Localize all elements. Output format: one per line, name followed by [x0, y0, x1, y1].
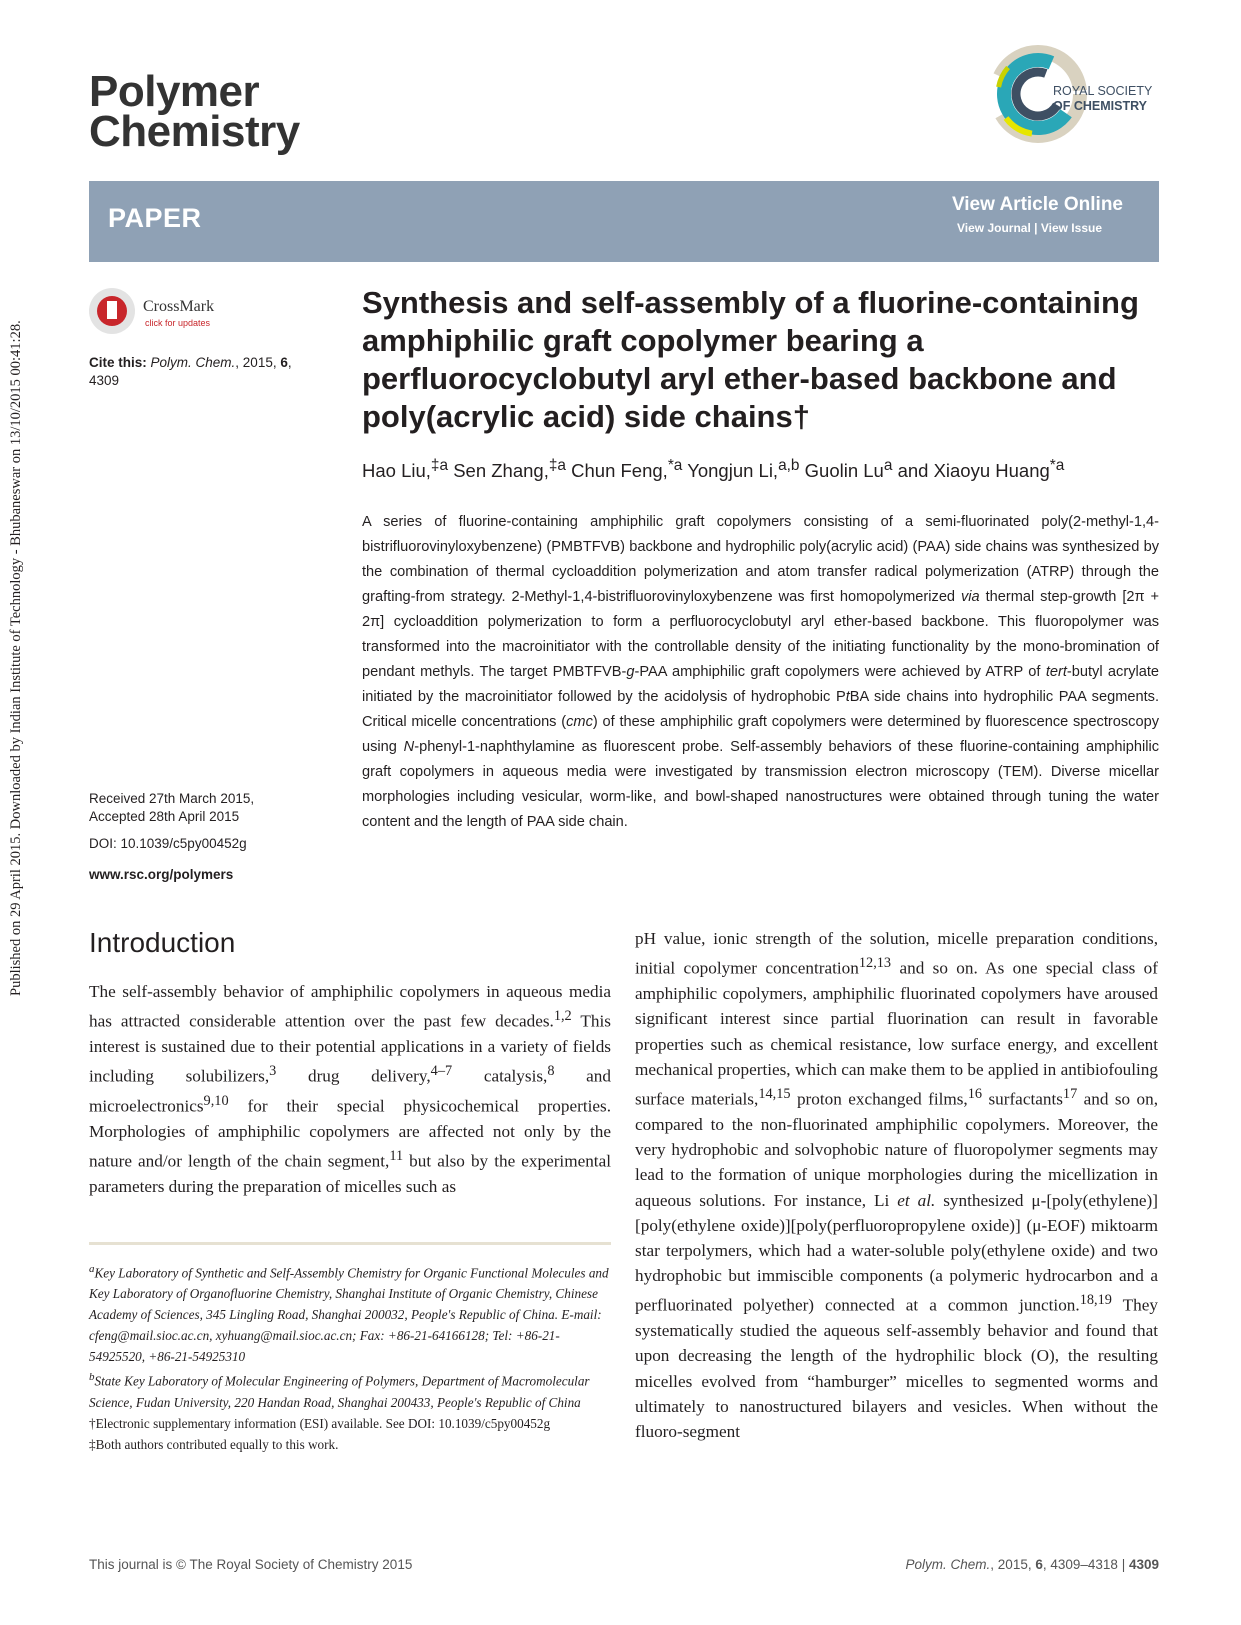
body-text: but also by the experimental parameters during the preparation of micelles such as [89, 1152, 611, 1197]
body-italic: et al. [897, 1190, 936, 1210]
cite-year: , 2015, [235, 355, 281, 370]
affiliation-b [89, 1367, 611, 1412]
abstract-italic: via [960, 589, 980, 605]
link-separator: | [1034, 221, 1038, 235]
author: and Xiaoyu Huang [897, 460, 1050, 482]
intro-right-column [635, 926, 1158, 1444]
abstract-italic: t [845, 689, 850, 705]
article-title: Synthesis and self-assembly of a fluorine-containing amphiphilic graft copolymer bearing a perfluorocyclobutyl aryl ether-based backbone and poly(acrylic acid) side chains† [362, 285, 1139, 434]
author: Hao Liu, [362, 460, 431, 482]
body-text: catalysis, [452, 1067, 548, 1087]
reference-link[interactable]: 17 [1062, 1085, 1078, 1102]
abstract-text: -PAA amphiphilic graft copolymers were achieved by ATRP of [634, 664, 1046, 680]
abstract-italic: cmc [566, 714, 593, 730]
cite-prefix: Cite this: [89, 355, 151, 370]
view-journal-link[interactable]: View Journal [956, 221, 1031, 235]
author-affiliation: *a [1049, 457, 1065, 474]
footnote-divider [89, 1242, 611, 1245]
body-text: pH value, ionic strength of the solution, micelle preparation conditions, initial copolymer concentration [635, 929, 1158, 978]
body-text: surfactants [982, 1089, 1063, 1109]
abstract-text: A series of fluorine-containing amphiphilic graft copolymers consisting of a semi-fluorinated poly(2-methyl-1,4-bistrifluorovinyloxybenzene) (PMBTFVB) backbone and hydrophilic poly(acrylic acid) (PAA) side chains was synthesized by the combination of thermal cycloaddition polymerization and atom transfer radical polymerization (ATRP) through the grafting-from strategy. 2-Methyl-1,4-bistrifluorovinyloxybenzene was first homopolymerized [362, 514, 1159, 605]
cite-journal: Polym. Chem. [150, 355, 236, 370]
article-banner [89, 181, 1159, 262]
footer-volume: 6 [1035, 1557, 1043, 1572]
body-text: synthesized μ-[poly(ethylene)][poly(ethylene oxide)][poly(perfluoropropylene oxide)] (μ-EOF) miktoarm star terpolymers, which had a water-soluble poly(ethylene oxide) and two hydrophobic but immiscible components (a polymeric hydrocarbon and a perfluorinated polyether) connected at a common junction. [635, 1190, 1158, 1316]
affiliation-mark: b [89, 1371, 95, 1384]
footer-pages: , 4309–4318 [1042, 1557, 1118, 1572]
rsc-line2: OF CHEMISTRY [1053, 99, 1147, 113]
footer-year: , 2015, [990, 1557, 1036, 1572]
author-affiliation: ‡a [548, 457, 566, 474]
body-text: and microelectronics [89, 1067, 611, 1117]
section-heading: Introduction [89, 927, 236, 958]
reference-link[interactable]: 16 [967, 1085, 983, 1102]
footnotes [89, 1259, 611, 1455]
abstract [362, 510, 1159, 835]
author-affiliation: *a [667, 457, 683, 474]
footer-copyright: This journal is © The Royal Society of Chemistry 2015 [89, 1557, 413, 1572]
reference-link[interactable]: 8 [547, 1063, 555, 1080]
abstract-text: -butyl acrylate initiated by the macroinitiator followed by the acidolysis of hydrophobic P [362, 664, 1160, 705]
abstract-italic: g [626, 664, 635, 680]
journal-title-line1: Polymer [89, 67, 260, 116]
citation [89, 354, 329, 390]
view-issue-link[interactable]: View Issue [1040, 221, 1102, 235]
author-affiliation: a [883, 457, 893, 474]
footer-journal: Polym. Chem. [905, 1557, 991, 1572]
body-text: proton exchanged films, [790, 1089, 968, 1109]
abstract-text: BA side chains into hydrophilic PAA segments. Critical micelle concentrations ( [362, 689, 1159, 730]
banner-links [957, 221, 1102, 235]
author-affiliation: a,b [778, 457, 800, 474]
reference-link[interactable]: 14,15 [758, 1085, 791, 1102]
abstract-text: thermal step-growth [2π + 2π] cycloaddition polymerization to form a perfluorocyclobutyl aryl ether-based backbone. This fluoropolymer was transformed into the macroinitiator with the controllable density of the initiating functionality by the mono-bromination of pendant methyls. The target PMBTFVB- [362, 589, 1160, 680]
author: Chun Feng, [571, 460, 668, 482]
author-affiliation: ‡a [430, 457, 449, 474]
affiliation-text: State Key Laboratory of Molecular Engineering of Polymers, Department of Macromolecular Science, Fudan University, 220 Handan Road, Shanghai 200433, People's Republic of China [89, 1373, 590, 1410]
body-text: and so on. As one special class of amphiphilic copolymers, amphiphilic fluorinated copolymers have aroused significant interest since partial fluorination can result in favorable properties such as chemical resistance, low surface energy, and excellent mechanical properties, which can make them to be applied in antibiofouling surface materials, [635, 958, 1158, 1109]
crossmark-label: CrossMark [143, 298, 215, 315]
footer-sep: | [1117, 1557, 1129, 1572]
abstract-italic: tert [1045, 664, 1067, 680]
abstract-text: -phenyl-1-naphthylamine as fluorescent probe. Self-assembly behaviors of these fluorine-containing amphiphilic graft copolymers in aqueous media were investigated by transmission electron microscopy (TEM). Diverse micellar morphologies including vesicular, worm-like, and bowl-shaped nanostructures were obtained through tuning the water content and the length of PAA side chain. [362, 739, 1159, 830]
cite-page: 4309 [89, 373, 120, 388]
body-text: This interest is sustained due to their potential applications in a variety of fields including solubilizers, [89, 1011, 611, 1087]
reference-link[interactable]: 3 [269, 1063, 277, 1080]
esi-note: †Electronic supplementary information (ESI) available. See DOI: 10.1039/c5py00452g [89, 1415, 551, 1431]
cite-sep: , [287, 355, 292, 370]
journal-title-line2: Chemistry [89, 107, 300, 156]
article-dates [89, 790, 329, 826]
reference-link[interactable]: 4–7 [430, 1063, 453, 1080]
rsc-logo-text [1053, 84, 1152, 114]
body-text: for their special physicochemical properties. Morphologies of amphiphilic copolymers are affected not only by the nature and/or length of the chain segment, [89, 1097, 611, 1172]
body-text: They systematically studied the aqueous self-assembly behavior and found that upon decreasing the length of the hydrophilic block (O), the resulting micelles evolved from “hamburger” micelles to segmented worms and ultimately to nanostructured bilayers and vesicles. When without the fluoro-segment [635, 1296, 1158, 1442]
reference-link[interactable]: 12,13 [858, 955, 892, 972]
abstract-italic: N [403, 739, 415, 755]
author: Yongjun Li, [687, 460, 779, 482]
download-stamp: Published on 29 April 2015. Downloaded by Indian Institute of Technology - Bhubaneswar on 13/10/2015 00:41:28. [8, 320, 24, 996]
cite-volume: 6 [280, 355, 288, 370]
affiliation-mark: a [89, 1263, 95, 1275]
journal-website-link[interactable]: www.rsc.org/polymers [89, 867, 234, 882]
body-text: and so on, compared to the non-fluorinated amphiphilic copolymers. Moreover, the very hydrophobic and solvophobic nature of fluoropolymer segments may lead to the formation of unique morphologies during the micellization in aqueous solutions. For instance, Li [635, 1089, 1158, 1210]
author: Guolin Lu [804, 460, 884, 482]
body-text: The self-assembly behavior of amphiphilic copolymers in aqueous media has attracted considerable attention over the past few decades. [89, 982, 611, 1031]
reference-link[interactable]: 18,19 [1079, 1292, 1112, 1309]
equal-contribution-note: ‡Both authors contributed equally to this work. [89, 1436, 339, 1452]
reference-link[interactable]: 1,2 [553, 1008, 572, 1025]
view-article-online-link[interactable]: View Article Online [951, 194, 1123, 215]
body-text: drug delivery, [276, 1067, 431, 1087]
journal-title [89, 67, 300, 156]
doi-link[interactable]: DOI: 10.1039/c5py00452g [89, 836, 247, 851]
author: Sen Zhang, [453, 460, 549, 482]
footer-page-number: 4309 [1128, 1557, 1159, 1572]
reference-link[interactable]: 9,10 [203, 1093, 229, 1110]
accepted-date: Accepted 28th April 2015 [89, 809, 240, 824]
article-type-label: PAPER [108, 203, 202, 233]
intro-left-column [89, 979, 611, 1200]
abstract-text: ) of these amphiphilic graft copolymers were determined by fluorescence spectroscopy using [362, 714, 1159, 755]
crossmark-sublabel: click for updates [145, 318, 211, 328]
footer-citation [820, 1557, 1159, 1572]
crossmark-icon [89, 288, 135, 334]
received-date: Received 27th March 2015, [89, 791, 255, 806]
affiliation-text: Key Laboratory of Synthetic and Self-Assembly Chemistry for Organic Functional Molecules and Key Laboratory of Organofluorine Chemistry, Shanghai Institute of Organic Chemistry, Chinese Academy of Sciences, 345 Lingling Road, Shanghai 200032, People's Republic of China. E-mail: cfeng@mail.sioc.ac.cn, xyhuang@mail.sioc.ac.cn; Fax: +86-21-64166128; Tel: +86-21-54925520, +86-21-54925310 [89, 1265, 609, 1365]
author-list [362, 457, 1162, 482]
reference-link[interactable]: 11 [389, 1148, 404, 1165]
affiliation-a [89, 1259, 611, 1367]
rsc-line1: ROYAL SOCIETY [1053, 84, 1153, 98]
